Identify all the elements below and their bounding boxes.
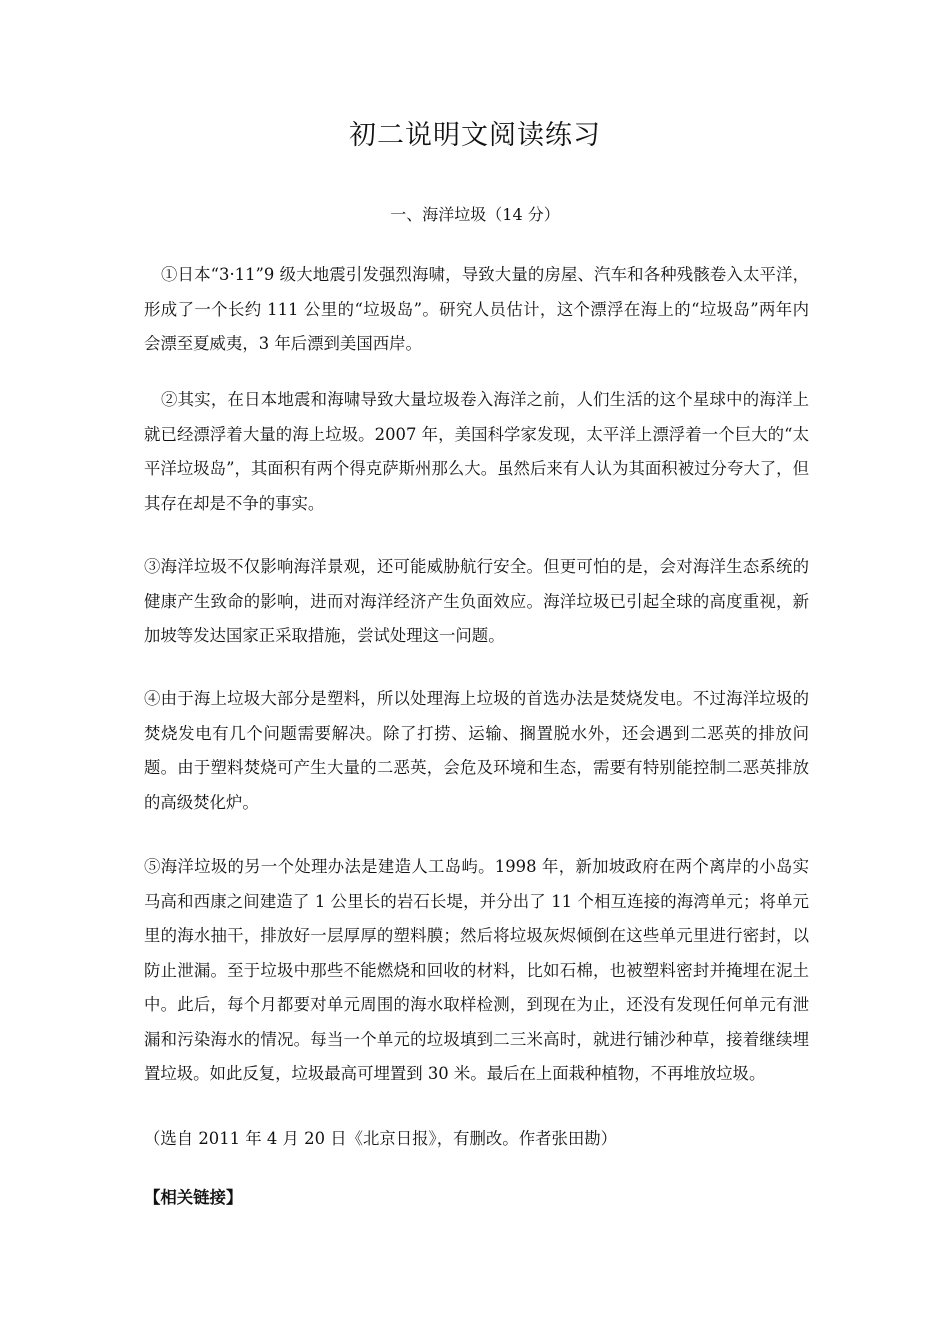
paragraph-2: ②其实，在日本地震和海啸导致大量垃圾卷入海洋之前，人们生活的这个星球中的海洋上就已经漂浮着大量的海上垃圾。2007 年，美国科学家发现，太平洋上漂浮着一个巨大的“太平洋垃圾岛”，其面积有两个得克萨斯州那么大。虽然后来有人认为其面积被过分夸大了，但其存在却是不争的事实。 <box>144 390 809 513</box>
paragraph-3: ③海洋垃圾不仅影响海洋景观，还可能威胁航行安全。但更可怕的是，会对海洋生态系统的健康产生致命的影响，进而对海洋经济产生负面效应。海洋垃圾已引起全球的高度重视，新加坡等发达国家正采取措施，尝试处理这一问题。 <box>144 557 809 645</box>
paragraph-4: ④由于海上垃圾大部分是塑料，所以处理海上垃圾的首选办法是焚烧发电。不过海洋垃圾的焚烧发电有几个问题需要解决。除了打捞、运输、搁置脱水外，还会遇到二恶英的排放问题。由于塑料焚烧可产生大量的二恶英，会危及环境和生态，需要有特别能控制二恶英排放的高级焚化炉。 <box>144 689 809 812</box>
related-link-heading: 【相关链接】 <box>144 1188 243 1207</box>
section-heading: 一、海洋垃圾（14 分） <box>390 205 560 224</box>
paragraph-5: ⑤海洋垃圾的另一个处理办法是建造人工岛屿。1998 年，新加坡政府在两个离岸的小岛实马高和西康之间建造了 1 公里长的岩石长堤，并分出了 11 个相互连接的海湾单元；将单元里的海水抽干，排放好一层厚厚的塑料膜；然后将垃圾灰烬倾倒在这些单元里进行密封，以防止泄漏。至于垃圾中那些不能燃烧和回收的材料，比如石棉，也被塑料密封并掩埋在泥土中。此后，每个月都要对单元周围的海水取样检测，到现在为止，还没有发现任何单元有泄漏和污染海水的情况。每当一个单元的垃圾填到二三米高时，就进行铺沙种草，接着继续埋置垃圾。如此反复，垃圾最高可埋置到 30 米。最后在上面栽种植物，不再堆放垃圾。 <box>144 857 809 1083</box>
page-title: 初二说明文阅读练习 <box>349 120 601 151</box>
paragraph-1: ①日本“3·11”9 级大地震引发强烈海啸，导致大量的房屋、汽车和各种残骸卷入太平洋，形成了一个长约 111 公里的“垃圾岛”。研究人员估计，这个漂浮在海上的“垃圾岛”两年内会漂至夏威夷，3 年后漂到美国西岸。 <box>144 265 809 353</box>
source-note: （选自 2011 年 4 月 20 日《北京日报》，有删改。作者张田勘） <box>144 1129 618 1148</box>
